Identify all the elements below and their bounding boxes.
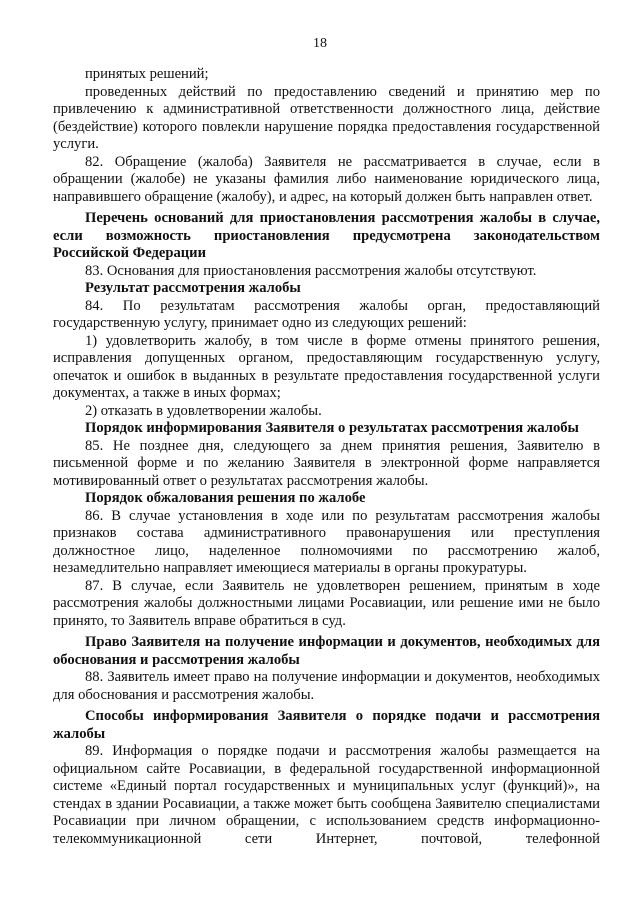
paragraph-88: 88. Заявитель имеет право на получение информации и документов, необходимых для обоснования и рассмотрения жалобы. <box>53 669 600 703</box>
heading-suspension-grounds: Перечень оснований для приостановления рассмотрения жалобы в случае, если возможность приостановления предусмотрена законодательством Российской Федерации <box>53 210 600 261</box>
paragraph-87: 87. В случае, если Заявитель не удовлетворен решением, принятым в ходе рассмотрения жалобы должностными лицами Росавиации, или решение ими не было принято, то Заявитель вправе обратиться в суд. <box>53 577 600 629</box>
heading-inform-results: Порядок информирования Заявителя о результатах рассмотрения жалобы <box>85 420 579 436</box>
heading-review-result: Результат рассмотрения жалобы <box>85 280 301 296</box>
heading-right-to-information: Право Заявителя на получение информации и документов, необходимых для обоснования и рассмотрения жалобы <box>53 634 600 668</box>
heading-information-methods: Способы информирования Заявителя о порядке подачи и рассмотрения жалобы <box>53 708 600 742</box>
paragraph-82: 82. Обращение (жалоба) Заявителя не рассматривается в случае, если в обращении (жалобе) не указаны фамилия либо наименование юридического лица, направившего обращение (жалобу), и адрес, на который должен быть направлен ответ. <box>53 153 600 205</box>
paragraph-86: 86. В случае установления в ходе или по результатам рассмотрения жалобы признаков состава административного правонарушения или преступления должностное лицо, наделенное полномочиями по рассмотрению жалоб, незамедлительно направляет имеющиеся материалы в органы прокуратуры. <box>53 507 600 576</box>
paragraph-85: 85. Не позднее дня, следующего за днем принятия решения, Заявителю в письменной форме и по желанию Заявителя в электронной форме направляется мотивированный ответ о результатах рассмотрения жалобы. <box>53 437 600 489</box>
page-number: 18 <box>313 36 327 51</box>
paragraph-83: 83. Основания для приостановления рассмотрения жалобы отсутствуют. <box>85 262 537 279</box>
paragraph-84: 84. По результатам рассмотрения жалобы орган, предоставляющий государственную услугу, принимает одно из следующих решений: <box>53 297 600 331</box>
paragraph-84-2: 2) отказать в удовлетворении жалобы. <box>85 402 322 419</box>
paragraph-89: 89. Информация о порядке подачи и рассмотрения жалобы размещается на официальном сайте Росавиации, в федеральной государственной информационной системе «Единый портал государственных и муниципальных услуг (функций)», на стендах в здании Росавиации, а также может быть сообщена Заявителю специалистами Росавиации при личном обращении, с использованием средств информационно-телекоммуникационной сети Интернет, почтовой, телефонной <box>53 743 600 847</box>
paragraph-actions: проведенных действий по предоставлению сведений и принятию мер по привлечению к административной ответственности должностного лица, действие (бездействие) которого повлекли нарушение порядка предоставления государственной услуги. <box>53 83 600 152</box>
document-body <box>53 66 600 848</box>
paragraph-decisions: принятых решений; <box>85 66 209 82</box>
heading-appeal-procedure: Порядок обжалования решения по жалобе <box>85 490 366 506</box>
paragraph-84-1: 1) удовлетворить жалобу, в том числе в форме отмены принятого решения, исправления допущенных органом, предоставляющим государственную услугу, опечаток и ошибок в выданных в результате предоставления государственной услуги документах, а также в иных формах; <box>53 332 600 401</box>
